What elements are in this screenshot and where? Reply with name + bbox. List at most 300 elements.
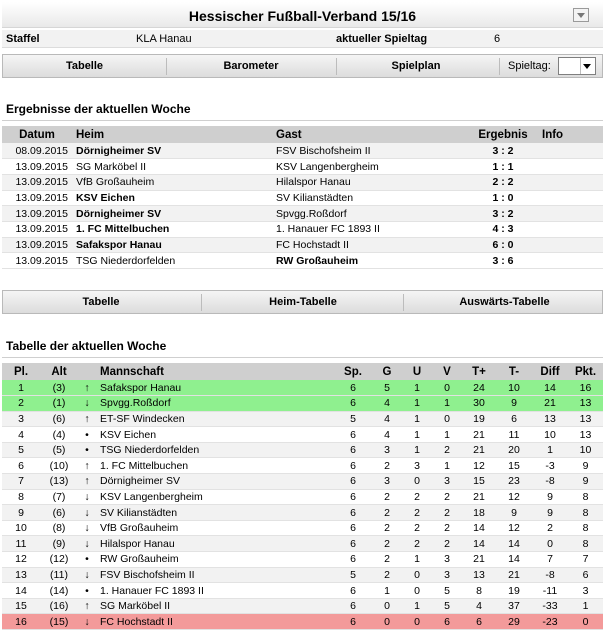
standings-team: Spvgg.Roßdorf [96,396,334,412]
standings-pl: 2 [2,396,40,412]
standings-g: 2 [372,552,402,568]
standings-tminus: 14 [496,536,532,552]
standings-v: 2 [432,505,462,521]
standings-g: 2 [372,505,402,521]
results-header-row [2,126,603,143]
col-trend [78,363,96,380]
standings-sp: 6 [334,396,372,412]
standings-pl: 8 [2,489,40,505]
trend-icon: • [78,442,96,458]
standings-sp: 6 [334,474,372,490]
standings-u: 0 [402,474,432,490]
col-pkt: Pkt. [568,363,603,380]
main-nav [2,54,603,78]
standings-diff: 2 [532,520,568,536]
staffel-info-row [2,30,603,48]
trend-icon: ↓ [78,567,96,583]
standings-tminus: 10 [496,380,532,396]
col-mannschaft: Mannschaft [96,363,334,380]
standings-diff: -33 [532,598,568,614]
standings-pkt: 8 [568,520,603,536]
col-pl: Pl. [2,363,40,380]
result-gast: FC Hochstadt II [272,237,468,253]
results-row [2,237,603,253]
standings-sp: 6 [334,458,372,474]
standings-diff: 10 [532,427,568,443]
result-info [538,221,603,237]
standings-v: 1 [432,458,462,474]
standings-diff: 9 [532,505,568,521]
result-heim: TSG Niederdorfelden [72,253,272,269]
standings-tplus: 6 [462,614,496,630]
results-row [2,190,603,206]
standings-u: 2 [402,520,432,536]
standings-u: 1 [402,427,432,443]
standings-u: 1 [402,411,432,427]
result-info [538,190,603,206]
col-sp: Sp. [334,363,372,380]
standings-sp: 6 [334,520,372,536]
standings-alt: (7) [40,489,78,505]
trend-icon: ↓ [78,396,96,412]
nav-tabelle[interactable]: Tabelle [65,60,104,72]
standings-g: 0 [372,598,402,614]
standings-row [2,411,603,427]
standings-pkt: 3 [568,583,603,599]
standings-pl: 10 [2,520,40,536]
col-alt: Alt [40,363,78,380]
result-datum: 13.09.2015 [2,253,72,269]
standings-pkt: 9 [568,474,603,490]
trend-icon: • [78,583,96,599]
standings-tminus: 15 [496,458,532,474]
staffel-value: KLA Hanau [136,33,192,45]
standings-diff: 21 [532,396,568,412]
standings-g: 2 [372,536,402,552]
trend-icon: ↓ [78,520,96,536]
standings-v: 5 [432,583,462,599]
result-ergebnis: 1 : 1 [468,159,538,175]
standings-tplus: 13 [462,567,496,583]
col-ergebnis: Ergebnis [468,126,538,143]
standings-tplus: 19 [462,411,496,427]
standings-v: 2 [432,489,462,505]
standings-g: 2 [372,520,402,536]
standings-v: 3 [432,552,462,568]
standings-pkt: 8 [568,489,603,505]
standings-row [2,614,603,630]
standings-pkt: 10 [568,442,603,458]
trend-icon: ↑ [78,458,96,474]
standings-tplus: 14 [462,536,496,552]
standings-tminus: 20 [496,442,532,458]
standings-tminus: 9 [496,505,532,521]
standings-v: 1 [432,427,462,443]
standings-tminus: 12 [496,520,532,536]
results-row [2,143,603,159]
standings-pl: 13 [2,567,40,583]
standings-tminus: 37 [496,598,532,614]
standings-sp: 6 [334,536,372,552]
standings-row [2,552,603,568]
standings-g: 1 [372,583,402,599]
nav-separator [403,294,404,311]
standings-tminus: 23 [496,474,532,490]
result-info [538,143,603,159]
trend-icon: • [78,552,96,568]
standings-v: 2 [432,536,462,552]
standings-tminus: 14 [496,552,532,568]
standings-sp: 6 [334,552,372,568]
standings-pkt: 1 [568,598,603,614]
standings-alt: (6) [40,411,78,427]
standings-tplus: 21 [462,427,496,443]
standings-tminus: 29 [496,614,532,630]
standings-g: 4 [372,396,402,412]
standings-pl: 3 [2,411,40,427]
standings-diff: 7 [532,552,568,568]
standings-team: TSG Niederdorfelden [96,442,334,458]
standings-diff: 1 [532,442,568,458]
trend-icon: ↑ [78,380,96,396]
standings-pl: 14 [2,583,40,599]
result-ergebnis: 2 : 2 [468,174,538,190]
trend-icon: ↓ [78,505,96,521]
result-ergebnis: 6 : 0 [468,237,538,253]
standings-v: 2 [432,442,462,458]
standings-pl: 12 [2,552,40,568]
trend-icon: ↓ [78,614,96,630]
results-row [2,159,603,175]
standings-tplus: 21 [462,489,496,505]
standings-tplus: 30 [462,396,496,412]
standings-diff: 14 [532,380,568,396]
standings-v: 6 [432,614,462,630]
standings-tplus: 4 [462,598,496,614]
standings-alt: (4) [40,427,78,443]
result-datum: 13.09.2015 [2,159,72,175]
trend-icon: • [78,427,96,443]
standings-row [2,520,603,536]
table-type-nav [2,290,603,314]
standings-pl: 9 [2,505,40,521]
spieltag-label: aktueller Spieltag [336,33,428,45]
standings-tminus: 11 [496,427,532,443]
standings-tminus: 19 [496,583,532,599]
trend-icon: ↑ [78,598,96,614]
standings-v: 0 [432,380,462,396]
col-heim: Heim [72,126,272,143]
standings-alt: (9) [40,536,78,552]
trend-icon: ↓ [78,489,96,505]
standings-alt: (12) [40,552,78,568]
standings-sp: 5 [334,411,372,427]
standings-pkt: 13 [568,396,603,412]
standings-v: 2 [432,520,462,536]
result-datum: 13.09.2015 [2,190,72,206]
section-divider [2,120,603,121]
result-gast: Hilalspor Hanau [272,174,468,190]
result-gast: 1. Hanauer FC 1893 II [272,221,468,237]
standings-tplus: 24 [462,380,496,396]
standings-row [2,396,603,412]
standings-sp: 6 [334,505,372,521]
col-u: U [402,363,432,380]
standings-pkt: 8 [568,505,603,521]
spieltag-value: 6 [494,33,501,45]
nav-tabelle-gesamt[interactable]: Tabelle [82,296,120,308]
standings-alt: (15) [40,614,78,630]
standings-v: 5 [432,598,462,614]
standings-pkt: 9 [568,458,603,474]
standings-row [2,427,603,443]
standings-u: 1 [402,442,432,458]
col-info: Info [538,126,603,143]
standings-team: RW Großauheim [96,552,334,568]
standings-u: 0 [402,583,432,599]
standings-alt: (16) [40,598,78,614]
col-tplus: T+ [462,363,496,380]
standings-u: 2 [402,489,432,505]
standings-g: 0 [372,614,402,630]
standings-row [2,505,603,521]
standings-g: 4 [372,411,402,427]
standings-pl: 6 [2,458,40,474]
staffel-label: Staffel [6,33,40,45]
standings-diff: -3 [532,458,568,474]
standings-pl: 15 [2,598,40,614]
standings-pkt: 8 [568,536,603,552]
result-heim: KSV Eichen [72,190,272,206]
standings-team: KSV Eichen [96,427,334,443]
standings-g: 5 [372,380,402,396]
standings-pl: 4 [2,427,40,443]
standings-diff: 0 [532,536,568,552]
spieltag-select[interactable] [558,57,596,75]
standings-sp: 6 [334,380,372,396]
page-title: Hessischer Fußball-Verband 15/16 [188,8,417,24]
standings-sp: 6 [334,614,372,630]
nav-heim-tabelle[interactable]: Heim-Tabelle [269,296,337,308]
standings-team: FC Hochstadt II [96,614,334,630]
standings-alt: (14) [40,583,78,599]
result-ergebnis: 3 : 6 [468,253,538,269]
standings-row [2,536,603,552]
result-ergebnis: 3 : 2 [468,143,538,159]
standings-alt: (13) [40,474,78,490]
nav-barometer[interactable]: Barometer [223,60,279,72]
col-gast: Gast [272,126,468,143]
standings-team: Safakspor Hanau [96,380,334,396]
standings-row [2,598,603,614]
standings-v: 0 [432,411,462,427]
standings-u: 0 [402,567,432,583]
standings-g: 3 [372,442,402,458]
standings-row [2,458,603,474]
standings-row [2,474,603,490]
standings-g: 2 [372,567,402,583]
standings-pkt: 13 [568,411,603,427]
standings-row [2,489,603,505]
result-ergebnis: 4 : 3 [468,221,538,237]
section-divider [2,357,603,358]
standings-g: 2 [372,458,402,474]
standings-u: 0 [402,614,432,630]
result-heim: Dörnigheimer SV [72,143,272,159]
standings-team: Hilalspor Hanau [96,536,334,552]
standings-sp: 6 [334,427,372,443]
standings-g: 3 [372,474,402,490]
standings-team: KSV Langenbergheim [96,489,334,505]
col-g: G [372,363,402,380]
standings-alt: (11) [40,567,78,583]
standings-header-row [2,363,603,380]
standings-tminus: 6 [496,411,532,427]
standings-team: Dörnigheimer SV [96,474,334,490]
result-heim: SG Marköbel II [72,159,272,175]
standings-team: SV Kilianstädten [96,505,334,521]
standings-tplus: 8 [462,583,496,599]
standings-g: 2 [372,489,402,505]
standings-tplus: 21 [462,442,496,458]
standings-tminus: 9 [496,396,532,412]
standings-u: 1 [402,380,432,396]
result-heim: 1. FC Mittelbuchen [72,221,272,237]
standings-diff: -8 [532,567,568,583]
standings-u: 3 [402,458,432,474]
result-gast: KSV Langenbergheim [272,159,468,175]
standings-team: SG Marköbel II [96,598,334,614]
result-heim: Safakspor Hanau [72,237,272,253]
nav-separator [201,294,202,311]
standings-row [2,380,603,396]
col-datum: Datum [2,126,72,143]
standings-tminus: 21 [496,567,532,583]
title-bar [2,2,603,28]
result-datum: 13.09.2015 [2,174,72,190]
spieltag-select-label: Spieltag: [508,60,551,72]
standings-diff: 13 [532,411,568,427]
result-heim: VfB Großauheim [72,174,272,190]
nav-auswaerts-tabelle[interactable]: Auswärts-Tabelle [459,296,550,308]
trend-icon: ↑ [78,474,96,490]
standings-u: 2 [402,505,432,521]
standings-team: VfB Großauheim [96,520,334,536]
standings-alt: (1) [40,396,78,412]
standings-tplus: 15 [462,474,496,490]
standings-pkt: 0 [568,614,603,630]
results-row [2,174,603,190]
result-datum: 13.09.2015 [2,237,72,253]
standings-alt: (8) [40,520,78,536]
standings-pkt: 16 [568,380,603,396]
standings-diff: -11 [532,583,568,599]
standings-team: 1. FC Mittelbuchen [96,458,334,474]
standings-pl: 1 [2,380,40,396]
standings-table [2,363,603,630]
standings-tplus: 18 [462,505,496,521]
result-gast: Spvgg.Roßdorf [272,206,468,222]
result-ergebnis: 3 : 2 [468,206,538,222]
results-table [2,126,603,269]
standings-diff: 9 [532,489,568,505]
standings-v: 3 [432,474,462,490]
result-info [538,159,603,175]
result-heim: Dörnigheimer SV [72,206,272,222]
trend-icon: ↑ [78,411,96,427]
result-info [538,237,603,253]
result-datum: 13.09.2015 [2,206,72,222]
results-title: Ergebnisse der aktuellen Woche [6,102,191,116]
col-diff: Diff [532,363,568,380]
standings-team: ET-SF Windecken [96,411,334,427]
collapse-dropdown-icon[interactable] [573,8,589,22]
result-info [538,206,603,222]
standings-tplus: 12 [462,458,496,474]
standings-pkt: 7 [568,552,603,568]
standings-sp: 5 [334,567,372,583]
standings-v: 1 [432,396,462,412]
result-datum: 13.09.2015 [2,221,72,237]
standings-row [2,583,603,599]
result-gast: SV Kilianstädten [272,190,468,206]
standings-u: 1 [402,598,432,614]
results-row [2,253,603,269]
result-ergebnis: 1 : 0 [468,190,538,206]
standings-sp: 6 [334,598,372,614]
standings-pkt: 13 [568,427,603,443]
standings-pl: 7 [2,474,40,490]
col-v: V [432,363,462,380]
standings-row [2,442,603,458]
standings-team: 1. Hanauer FC 1893 II [96,583,334,599]
standings-alt: (6) [40,505,78,521]
col-tminus: T- [496,363,532,380]
standings-alt: (5) [40,442,78,458]
standings-sp: 6 [334,583,372,599]
standings-alt: (3) [40,380,78,396]
standings-alt: (10) [40,458,78,474]
standings-row [2,567,603,583]
standings-pl: 11 [2,536,40,552]
standings-pkt: 6 [568,567,603,583]
standings-team: FSV Bischofsheim II [96,567,334,583]
nav-spielplan[interactable]: Spielplan [391,60,441,72]
result-gast: RW Großauheim [272,253,468,269]
result-info [538,253,603,269]
results-row [2,206,603,222]
standings-tplus: 14 [462,520,496,536]
result-datum: 08.09.2015 [2,143,72,159]
standings-pl: 16 [2,614,40,630]
results-row [2,221,603,237]
standings-title: Tabelle der aktuellen Woche [6,339,167,353]
standings-pl: 5 [2,442,40,458]
standings-diff: -8 [532,474,568,490]
standings-g: 4 [372,427,402,443]
standings-tminus: 12 [496,489,532,505]
nav-separator [499,58,500,75]
standings-v: 3 [432,567,462,583]
standings-u: 1 [402,552,432,568]
result-info [538,174,603,190]
standings-sp: 6 [334,442,372,458]
result-gast: FSV Bischofsheim II [272,143,468,159]
trend-icon: ↓ [78,536,96,552]
standings-u: 1 [402,396,432,412]
standings-sp: 6 [334,489,372,505]
standings-u: 2 [402,536,432,552]
